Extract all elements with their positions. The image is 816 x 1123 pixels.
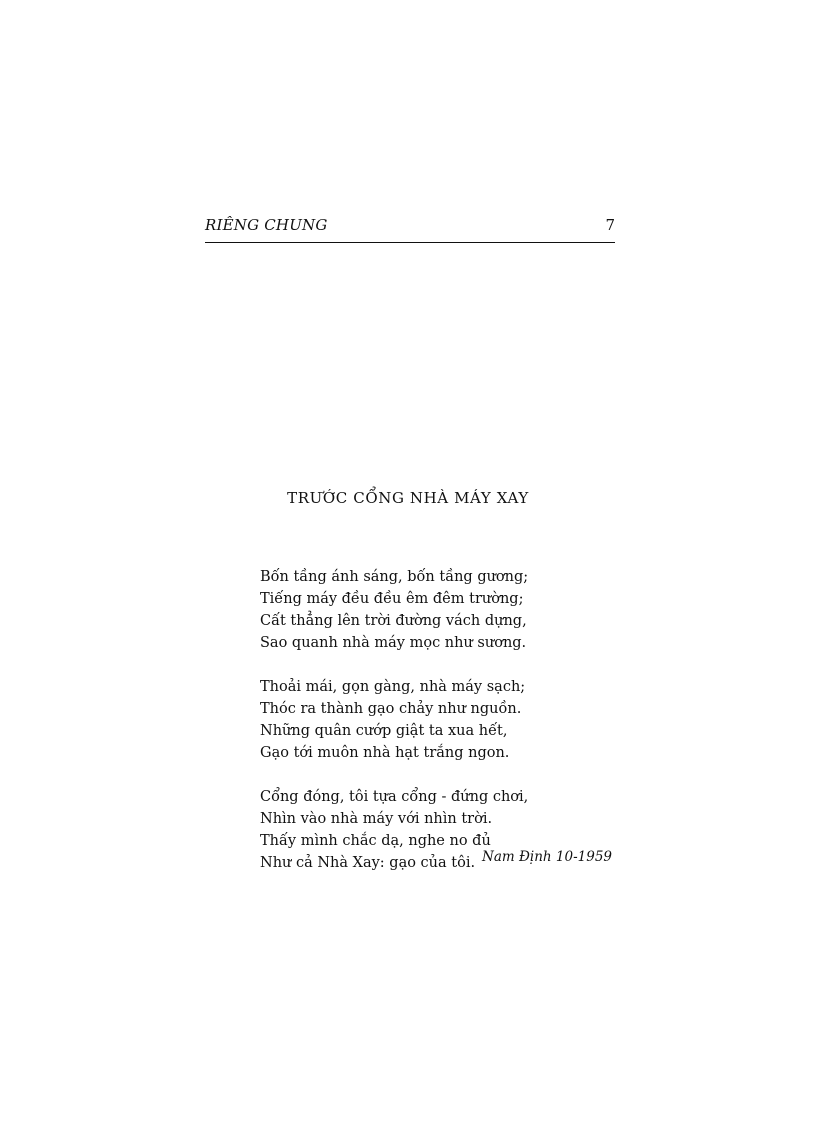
verse-line: Cất thẳng lên trời đường vách dựng, [260, 613, 527, 629]
verse-line: Bốn tầng ánh sáng, bốn tầng gương; [260, 569, 529, 585]
verse-line: Như cả Nhà Xay: gạo của tôi. [260, 855, 476, 871]
verse-line: Thấy mình chắc dạ, nghe no đủ [260, 833, 491, 849]
verse-line: Tiếng máy đều đều êm đêm trường; [260, 591, 524, 607]
page-number: 7 [605, 216, 615, 234]
stanza-2 [260, 676, 620, 764]
poem-title: TRƯỚC CỔNG NHÀ MÁY XAY [287, 489, 529, 507]
stanza-1 [260, 566, 620, 654]
poem-signature: Nam Định 10-1959 [482, 849, 612, 865]
poem-body [260, 566, 620, 896]
running-title: RIÊNG CHUNG [205, 216, 328, 234]
verse-line: Thoải mái, gọn gàng, nhà máy sạch; [260, 679, 526, 695]
running-header [205, 214, 615, 243]
verse-line: Gạo tới muôn nhà hạt trắng ngon. [260, 745, 510, 761]
verse-line: Sao quanh nhà máy mọc như sương. [260, 635, 527, 651]
verse-line: Cổng đóng, tôi tựa cổng - đứng chơi, [260, 789, 529, 805]
verse-line: Thóc ra thành gạo chảy như nguồn. [260, 701, 522, 717]
verse-line: Những quân cướp giật ta xua hết, [260, 723, 508, 739]
verse-line: Nhìn vào nhà máy với nhìn trời. [260, 811, 493, 827]
